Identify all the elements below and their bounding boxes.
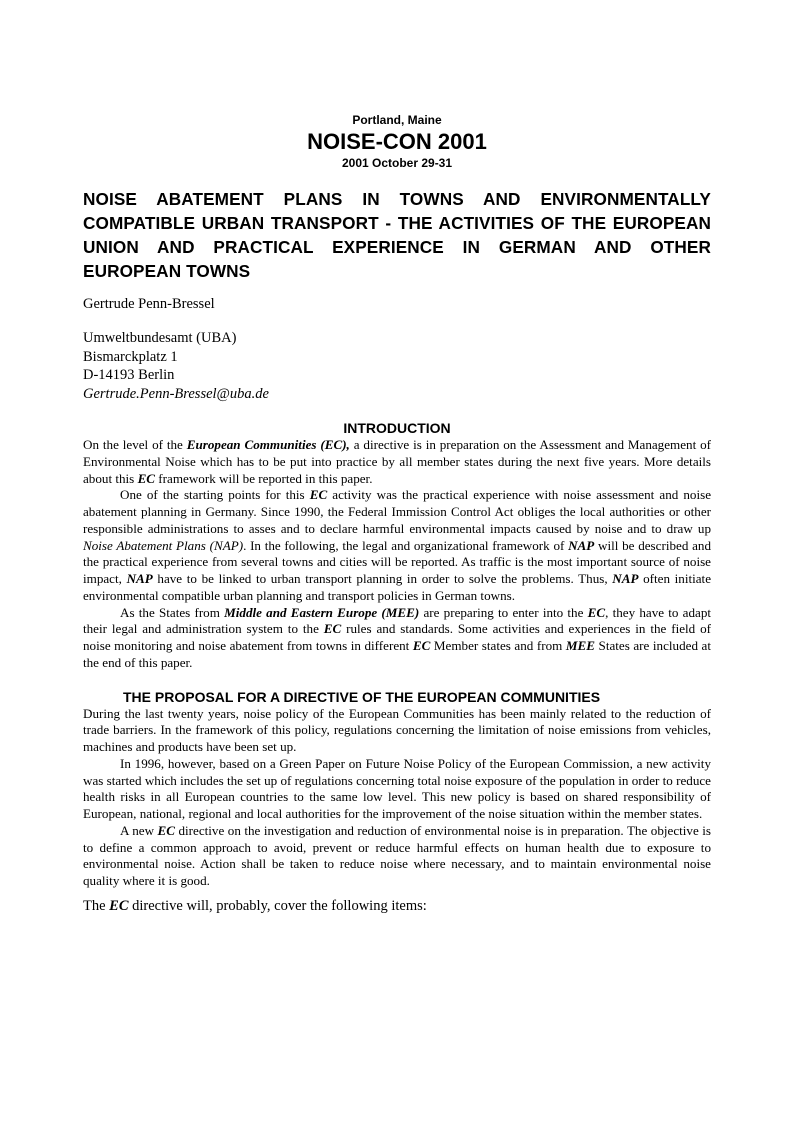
author-email[interactable]: Gertrude.Penn-Bressel@uba.de	[83, 385, 269, 402]
affiliation-city: D-14193 Berlin	[83, 367, 175, 383]
affiliation-org: Umweltbundesamt (UBA)	[83, 330, 237, 346]
conference-location: Portland, Maine	[352, 113, 442, 127]
intro-paragraph-1: On the level of the European Communities (EC), a directive is in preparation on the Assessment and Management of Environmental Noise which has to be put into practice by all member states during the next five years. More details about this EC framework will be reported in this paper.	[83, 437, 712, 486]
proposal-paragraph-2: In 1996, however, based on a Green Paper on Future Noise Policy of the European Commission, a new activity was started which includes the set up of regulations concerning total noise exposure of the population in order to reduce health risks in all European countries to the same low level. This new policy is based on shared responsibility of European, national, regional and local authorities for the improvement of the noise situation within the member states.	[83, 755, 711, 821]
author-name: Gertrude Penn-Bressel	[83, 296, 215, 312]
intro-paragraph-3: As the States from Middle and Eastern Europe (MEE) are preparing to enter into the EC, they have to adapt their legal and administration system to the EC rules and standards. Some activities and experiences in the field of noise monitoring and noise abatement from towns in different EC Member states and from MEE States are included at the end of this paper.	[83, 604, 712, 670]
paper-title: NOISE ABATEMENT PLANS IN TOWNS AND ENVIRONMENTALLY COMPATIBLE URBAN TRANSPORT - THE ACTIVITIES OF THE EUROPEAN UNION AND PRACTICAL EXPERIENCE IN GERMAN AND OTHER EUROPEAN TOWNS	[83, 189, 711, 281]
affiliation-street: Bismarckplatz 1	[83, 348, 178, 365]
conference-dates: 2001 October 29-31	[341, 156, 453, 170]
intro-paragraph-2: One of the starting points for this EC activity was the practical experience with noise assessment and noise abatement planning in Germany. Since 1990, the Federal Immission Control Act obliges the local authorities or other responsible administrations to asses and to declare harmful environmental impacts caused by noise and to draw up Noise Abatement Plans (NAP). In the following, the legal and organizational framework of NAP will be described and the practical experience from several towns and cities will be reported. As traffic is the most important source of noise impact, NAP have to be linked to urban transport planning in order to solve the problems. Thus, NAP often initiate environmental compatible urban planning and transport policies in German towns.	[83, 487, 712, 603]
proposal-paragraph-1: During the last twenty years, noise policy of the European Communities has been mainly related to the reduction of trade barriers. In the framework of this policy, regulations concerning the limitation of noise emissions from vehicles, machines and products have been set up.	[83, 705, 711, 754]
author-affiliation	[83, 329, 711, 403]
introduction-heading: INTRODUCTION	[343, 420, 451, 436]
proposal-heading: THE PROPOSAL FOR A DIRECTIVE OF THE EUROPEAN COMMUNITIES	[123, 688, 601, 705]
paper-page	[83, 112, 711, 915]
proposal-paragraph-4: The EC directive will, probably, cover the following items:	[83, 897, 427, 914]
proposal-paragraph-3: A new EC directive on the investigation and reduction of environmental noise is in preparation. The objective is to define a common approach to avoid, prevent or reduce harmful effects on human health due to exposure to environmental noise. Action shall be taken to reduce noise where necessary, and to maintain environmental noise quality where it is good.	[83, 822, 711, 888]
conference-name: NOISE-CON 2001	[307, 129, 487, 154]
